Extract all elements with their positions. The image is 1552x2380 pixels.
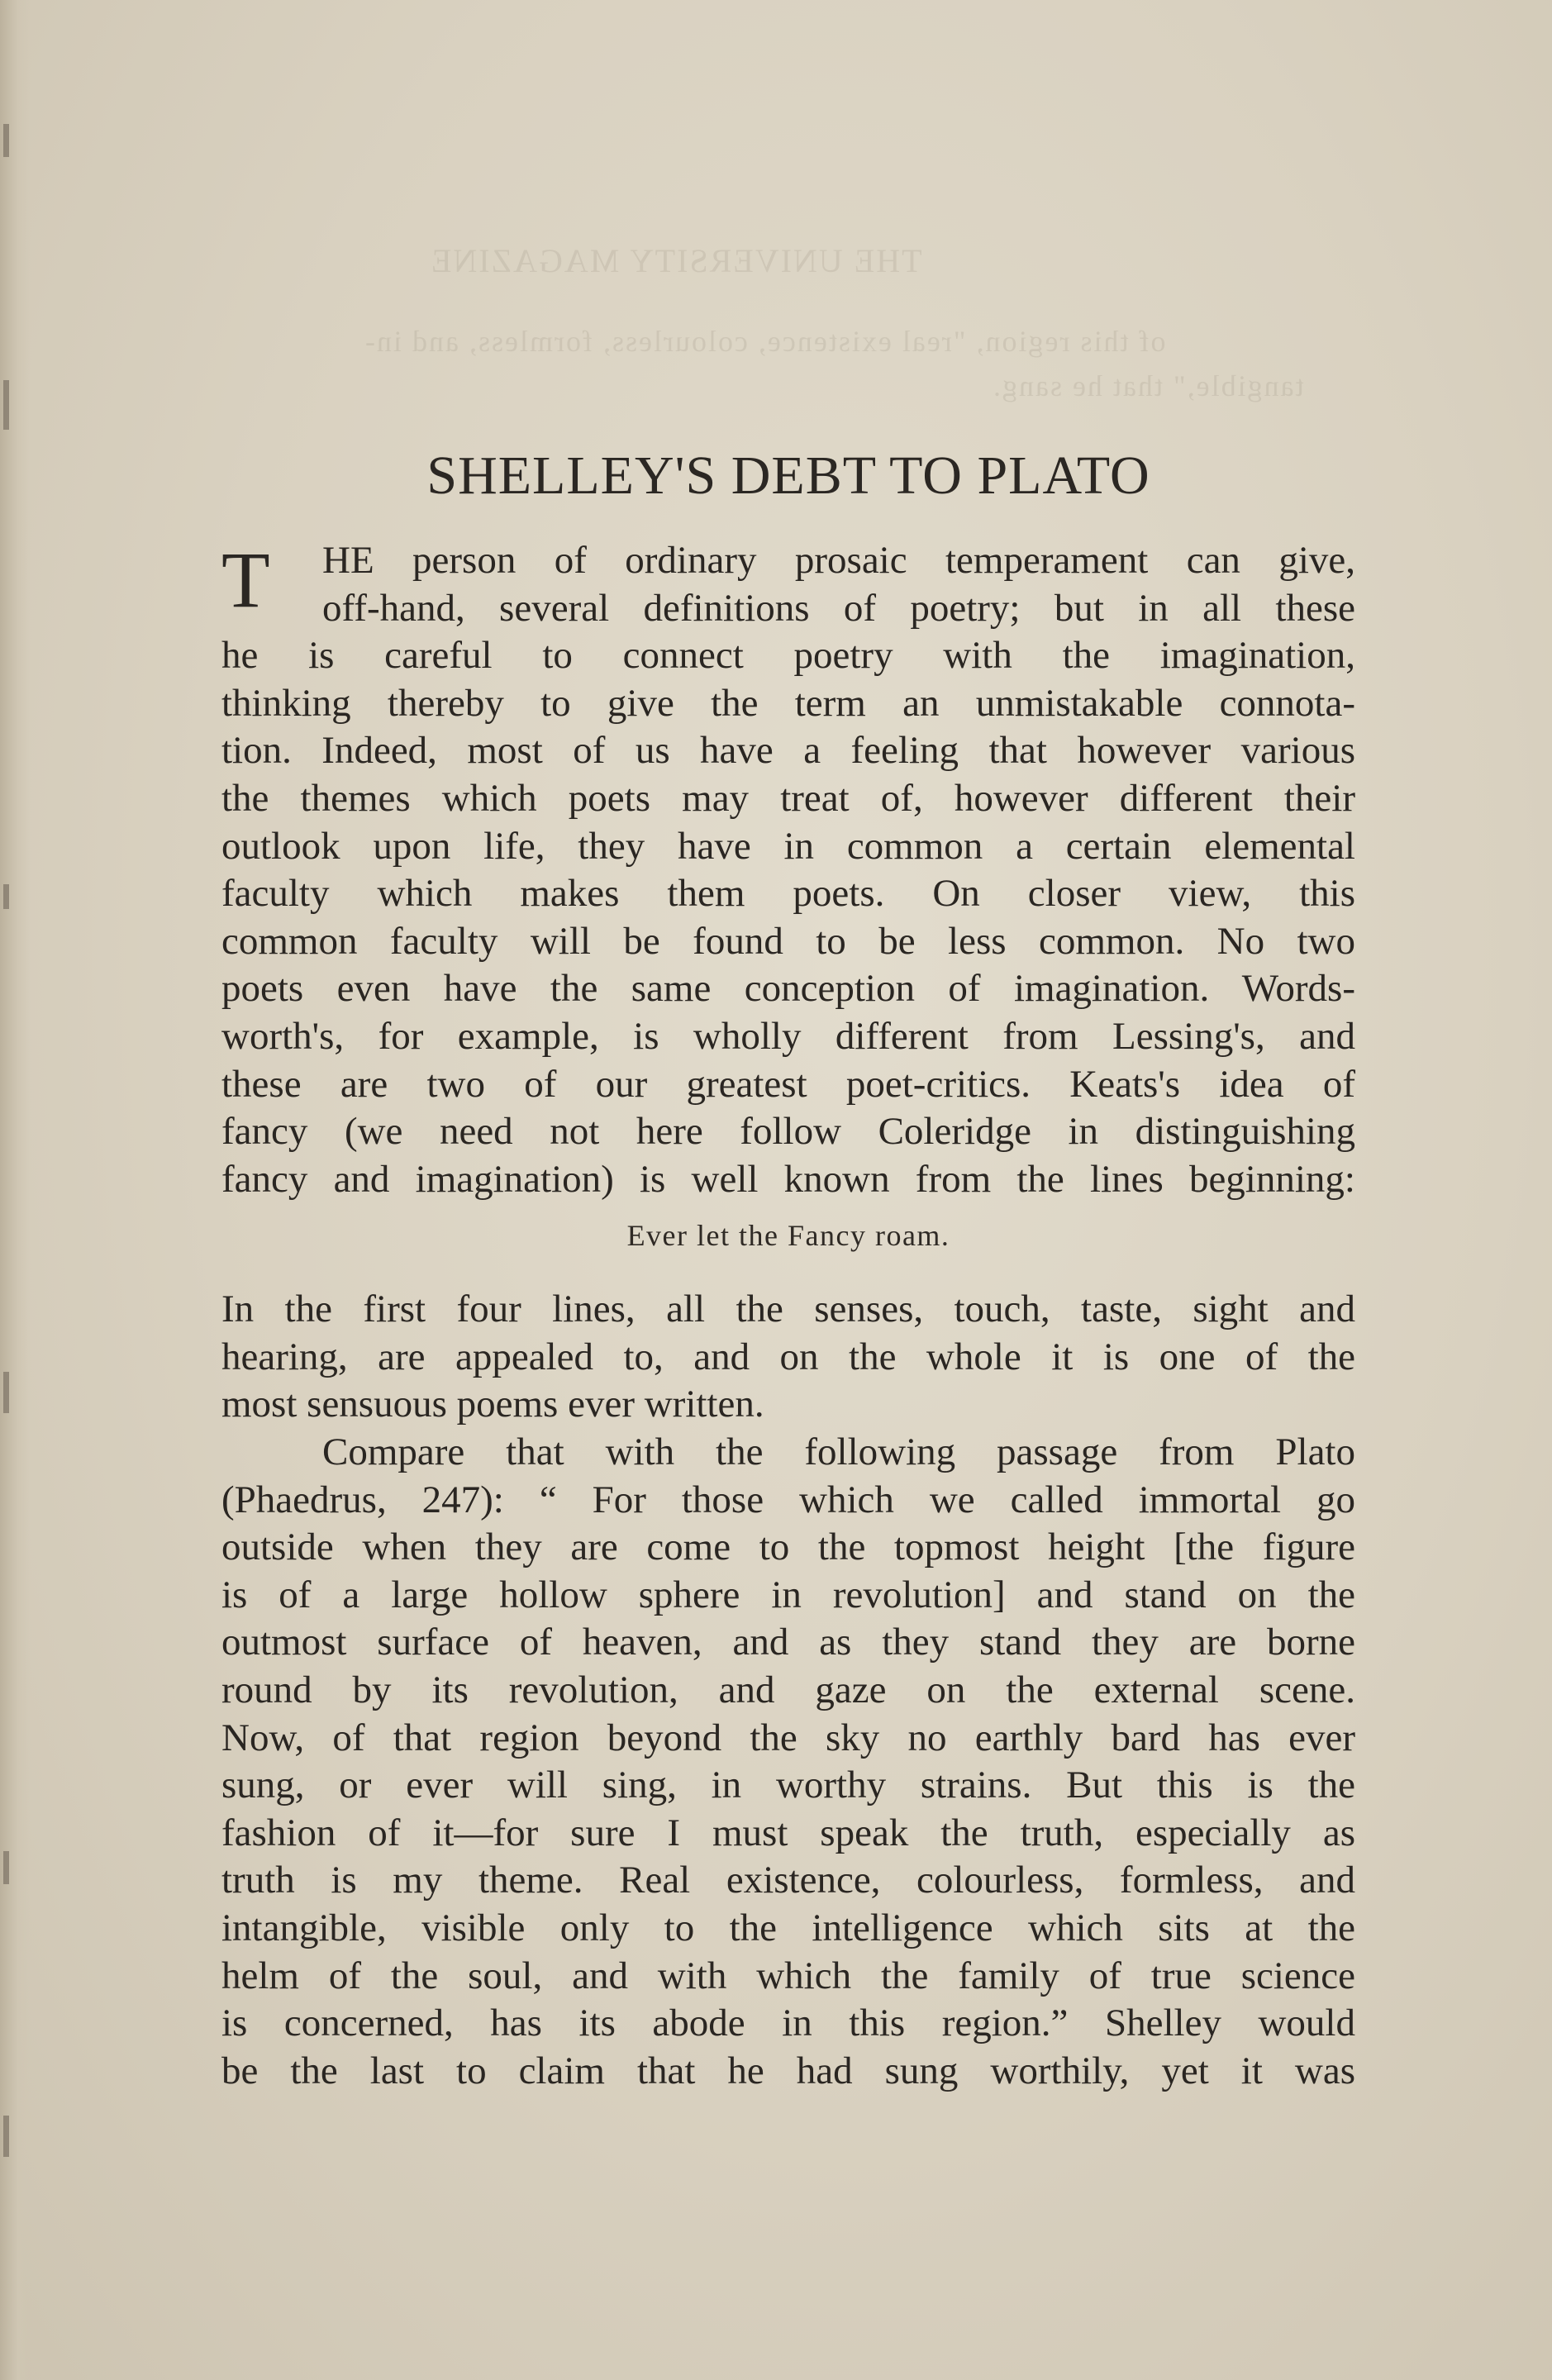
text-line: fancy (we need not here follow Coleridge in distinguishing (221, 1110, 1355, 1154)
text-line: (Phaedrus, 247): “ For those which we called immortal go (221, 1478, 1355, 1521)
binding-mark (3, 124, 9, 157)
binding-mark (3, 1851, 9, 1884)
text-line: Now, of that region beyond the sky no earthly bard has ever (221, 1716, 1355, 1759)
text-line: truth is my theme. Real existence, colourless, formless, and (221, 1859, 1355, 1902)
bleed-through-line: of this region, "real existence, colourless, formless, and in- (364, 325, 1166, 358)
text-line: fancy and imagination) is well known from the lines beginning: (221, 1157, 1355, 1201)
text-line: poets even have the same conception of imagination. Words- (221, 967, 1355, 1011)
binding-mark (3, 380, 9, 430)
binding-mark (3, 2116, 9, 2157)
text-line: thinking thereby to give the term an unmistakable connota- (221, 681, 1355, 725)
text-line: outside when they are come to the topmost height [the figure (221, 1526, 1355, 1569)
text-line: hearing, are appealed to, and on the whole it is one of the (221, 1335, 1355, 1378)
paragraph-2 (221, 1286, 1355, 1429)
binding-mark (3, 1372, 9, 1413)
text-line: is concerned, has its abode in this region.” Shelley would (221, 2002, 1355, 2045)
paragraph-3 (221, 1429, 1355, 2095)
text-line: intangible, visible only to the intelligence which sits at the (221, 1906, 1355, 1949)
text-line: off-hand, several definitions of poetry; but in all these (322, 586, 1355, 630)
text-line: is of a large hollow sphere in revolution] and stand on the (221, 1573, 1355, 1616)
drop-cap: T (221, 536, 270, 624)
text-line: helm of the soul, and with which the family of true science (221, 1954, 1355, 1997)
text-line: common faculty will be found to be less common. No two (221, 919, 1355, 963)
text-line: the themes which poets may treat of, however different their (221, 776, 1355, 820)
text-line: faculty which makes them poets. On closer view, this (221, 872, 1355, 916)
page-gutter-edge (0, 0, 30, 2380)
text-line: these are two of our greatest poet-critics. Keats's idea of (221, 1062, 1355, 1106)
text-line: outmost surface of heaven, and as they stand they are borne (221, 1621, 1355, 1664)
verse-quotation: Ever let the Fancy roam. (626, 1219, 950, 1252)
text-line: HE person of ordinary prosaic temperament can give, (322, 539, 1355, 582)
article-title: SHELLEY'S DEBT TO PLATO (426, 445, 1150, 506)
text-line: round by its revolution, and gaze on the external scene. (221, 1668, 1355, 1711)
text-line: Compare that with the following passage from Plato (322, 1430, 1355, 1473)
text-line: fashion of it—for sure I must speak the truth, especially as (221, 1811, 1355, 1854)
text-line: worth's, for example, is wholly different from Lessing's, and (221, 1014, 1355, 1058)
binding-mark (3, 884, 9, 909)
text-line: sung, or ever will sing, in worthy strains. But this is the (221, 1764, 1355, 1807)
text-line: be the last to claim that he had sung worthily, yet it was (221, 2049, 1355, 2092)
paragraph-1 (221, 537, 1355, 1203)
text-line: outlook upon life, they have in common a certain elemental (221, 824, 1355, 868)
bleed-through-line: tangible," that he sang. (992, 369, 1304, 402)
text-line: most sensuous poems ever written. (221, 1383, 764, 1426)
text-line: tion. Indeed, most of us have a feeling that however various (221, 729, 1355, 773)
text-line: he is careful to connect poetry with the imagination, (221, 634, 1355, 678)
bleed-through-header: THE UNIVERSITY MAGAZINE (430, 242, 922, 279)
text-line: In the first four lines, all the senses, touch, taste, sight and (221, 1288, 1355, 1330)
